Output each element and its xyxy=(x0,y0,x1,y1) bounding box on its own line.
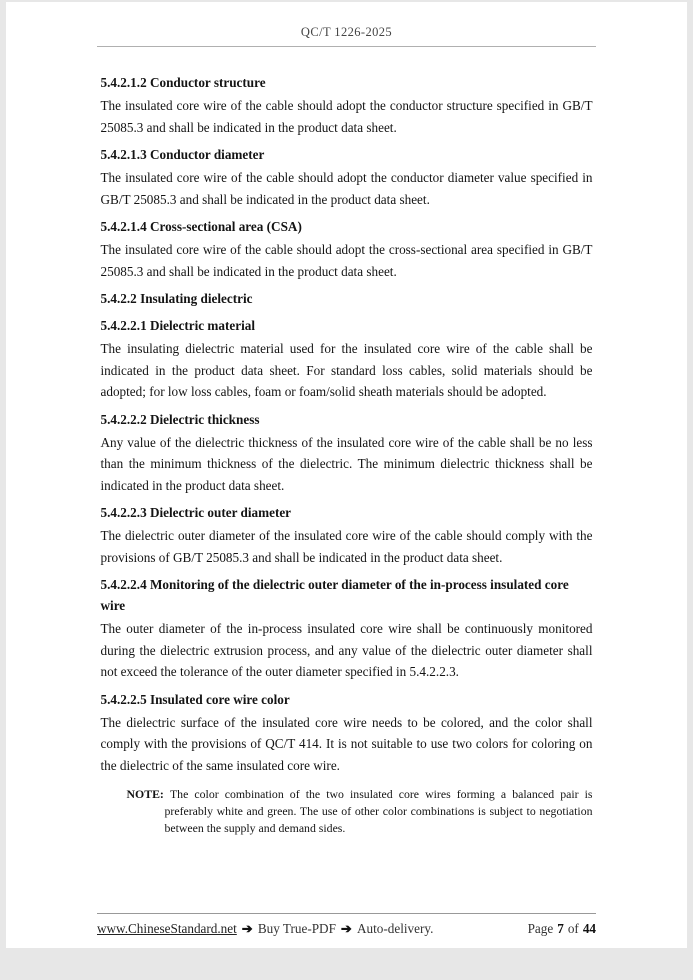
footer-link[interactable]: www.ChineseStandard.net xyxy=(97,921,237,936)
footer-page-info xyxy=(528,921,596,937)
section-heading: 5.4.2.1.4 Cross-sectional area (CSA) xyxy=(100,219,302,234)
page-label: Page xyxy=(527,921,554,936)
paragraph: The insulated core wire of the cable should adopt the conductor diameter value specified in GB/T 25085.3 and shall be indicated in the product data sheet. xyxy=(100,170,593,207)
section-heading: 5.4.2.2.5 Insulated core wire color xyxy=(100,691,290,707)
paragraph: The insulated core wire of the cable should adopt the cross-sectional area specified in GB/T 25085.3 and shall be indicated in the product data sheet. xyxy=(100,242,593,279)
note-text: The color combination of the two insulated core wires forming a balanced pair is preferably white and green. The use of other color combinations is subject to negotiation between the supply and demand sides. xyxy=(164,787,593,835)
page-number: 7 xyxy=(557,921,564,936)
note-block xyxy=(127,786,593,837)
arrow-right-icon: ➔ xyxy=(241,921,253,936)
paragraph: The dielectric surface of the insulated core wire needs to be colored, and the color shall comply with the provisions of QC/T 414. It is not suitable to use two colors for coloring on the dielectric of the same insulated core wire. xyxy=(100,714,593,773)
header-rule xyxy=(97,46,596,47)
footer-source-line xyxy=(97,921,433,937)
paragraph: The dielectric outer diameter of the insulated core wire of the cable should comply with the provisions of GB/T 25085.3 and shall be indicated in the product data sheet. xyxy=(100,528,593,565)
section-heading: 5.4.2.1.2 Conductor structure xyxy=(100,75,266,90)
paragraph: The insulated core wire of the cable should adopt the conductor structure specified in GB/T 25085.3 and shall be indicated in the product data sheet. xyxy=(100,98,593,135)
section-heading: 5.4.2.2.4 Monitoring of the dielectric outer diameter of the in-process insulated core wire xyxy=(100,577,569,613)
page-total: 44 xyxy=(582,921,596,936)
page-header xyxy=(6,2,687,47)
paragraph: Any value of the dielectric thickness of the insulated core wire of the cable shall be no less than the minimum thickness of the dielectric. The minimum dielectric thickness shall be indicated in the product data sheet. xyxy=(100,434,593,493)
section-heading: 5.4.2.1.3 Conductor diameter xyxy=(100,147,265,162)
arrow-right-icon: ➔ xyxy=(340,921,352,936)
section-heading: 5.4.2.2 Insulating dielectric xyxy=(100,291,253,306)
paragraph: The outer diameter of the in-process insulated core wire shall be continuously monitored during the dielectric extrusion process, and any value of the dielectric outer diameter shall not exceed the tolerance of the outer diameter specified in 5.4.2.2.3. xyxy=(100,621,593,679)
of-label: of xyxy=(567,921,579,936)
document-page xyxy=(6,2,687,948)
footer-buy-text: Buy True-PDF xyxy=(257,921,336,936)
section-heading: 5.4.2.2.2 Dielectric thickness xyxy=(100,411,260,427)
footer xyxy=(97,913,596,937)
standard-number: QC/T 1226-2025 xyxy=(300,25,393,39)
footer-delivery-text: Auto-delivery. xyxy=(356,921,434,936)
document-body xyxy=(101,72,593,837)
section-heading: 5.4.2.2.3 Dielectric outer diameter xyxy=(100,505,292,520)
section-heading: 5.4.2.2.1 Dielectric material xyxy=(100,318,256,333)
note-label: NOTE: xyxy=(126,787,170,801)
paragraph: The insulating dielectric material used for the insulated core wire of the cable shall be indicated in the product data sheet. For standard loss cables, solid materials should be adopted; for low loss cables, foam or foam/solid sheath materials should be adopted. xyxy=(100,341,593,399)
